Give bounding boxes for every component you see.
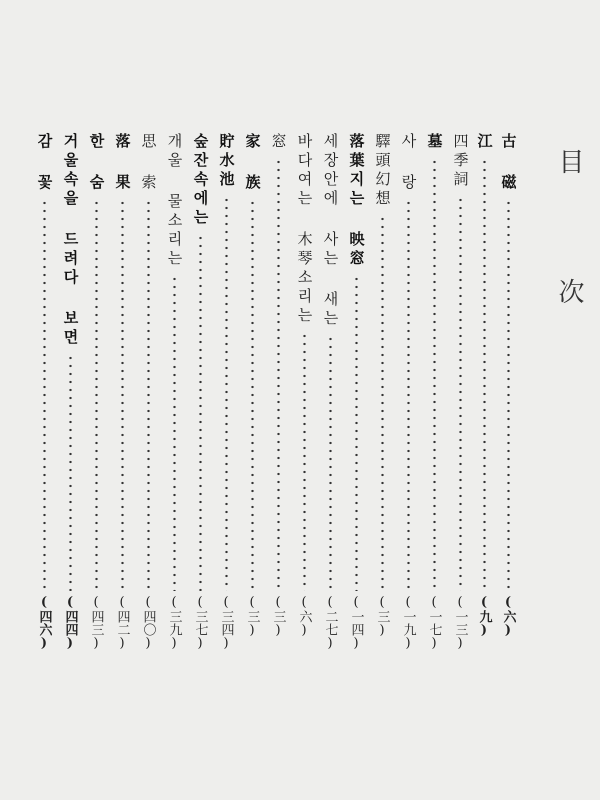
dot-leader [173,275,176,591]
toc-entry-title: 개울 물소리는 [165,133,184,269]
toc-entry-title: 사 랑 [399,133,418,193]
toc-entry-title: 古 磁 [499,133,518,193]
toc-entry-page: (三七) [192,595,208,651]
toc-entry [84,133,108,653]
toc-entry [292,133,316,653]
toc-entry-title: 家 族 [243,133,262,193]
toc-entry-page: (三) [374,595,390,638]
dot-leader [69,354,72,591]
toc-entry-title: 落 果 [113,133,132,193]
toc-entry-page: (四四) [62,595,78,651]
toc-entry-title: 감 꽃 [35,133,54,193]
toc-entry-page: (一四) [348,595,364,651]
dot-leader [407,199,410,591]
toc-entry [58,133,82,653]
toc-entry-title: 숲잔속에는 [191,133,210,228]
toc-entry-title: 貯水池 [217,133,236,190]
dot-leader [277,158,280,591]
toc-entry [136,133,160,653]
toc-entry-title: 墓 [425,133,444,152]
toc-entry-page: (四〇) [140,595,156,651]
toc-entry-title: 세장안에 사는 새는 [321,133,340,329]
dot-leader [199,234,202,591]
toc-entry-title: 거울속을 드려다 보면 [61,133,80,348]
dot-leader [121,199,124,591]
toc-entry-page: (九) [476,595,492,638]
toc-entry-page: (二七) [322,595,338,651]
toc-entry-title: 落葉지는 映窓 [347,133,366,269]
dot-leader [507,199,510,591]
dot-leader [355,275,358,591]
toc-entry-title: 四季詞 [451,133,470,190]
toc-entry-page: (三) [270,595,286,638]
toc-entry-title: 바다여는 木琴소리는 [295,133,314,326]
dot-leader [459,196,462,591]
toc-entry [370,133,394,653]
toc-entry [318,133,342,653]
toc-entry-page: (四三) [88,595,104,651]
toc-entry-page: (三九) [166,595,182,651]
toc-entry [110,133,134,653]
toc-entry-page: (一三) [452,595,468,651]
dot-leader [225,196,228,591]
toc-entry-page: (三四) [218,595,234,651]
toc-entry [32,133,56,653]
toc-entry-page: (三) [244,595,260,638]
dot-leader [43,199,46,591]
toc-entry-title: 窓 [269,133,288,152]
toc-entry-page: (六) [296,595,312,638]
dot-leader [329,335,332,591]
dot-leader [433,158,436,591]
dot-leader [251,199,254,591]
toc-entry [188,133,212,653]
dot-leader [95,199,98,591]
toc-entry [162,133,186,653]
dot-leader [147,199,150,591]
dot-leader [303,332,306,591]
toc-entry [496,133,520,653]
toc-entry [240,133,264,653]
toc-entry [396,133,420,653]
toc-entry-title: 驛頭幻想 [373,133,392,209]
dot-leader [381,215,384,591]
page-title: 目 次 [554,148,584,353]
toc-entry-title: 思 索 [139,133,158,193]
toc-entry [266,133,290,653]
toc-entry [448,133,472,653]
toc-entry [214,133,238,653]
toc-entry-page: (四二) [114,595,130,651]
toc-entry-title: 江 [475,133,494,152]
dot-leader [483,158,486,591]
toc-entry [422,133,446,653]
toc-entry-title: 한 숨 [87,133,106,193]
toc-entry [472,133,496,653]
toc-entry-page: (四六) [36,595,52,651]
toc-entry-page: (一九) [400,595,416,651]
toc-entry-page: (六) [500,595,516,638]
toc-entry-page: (一七) [426,595,442,651]
toc-entry [344,133,368,653]
